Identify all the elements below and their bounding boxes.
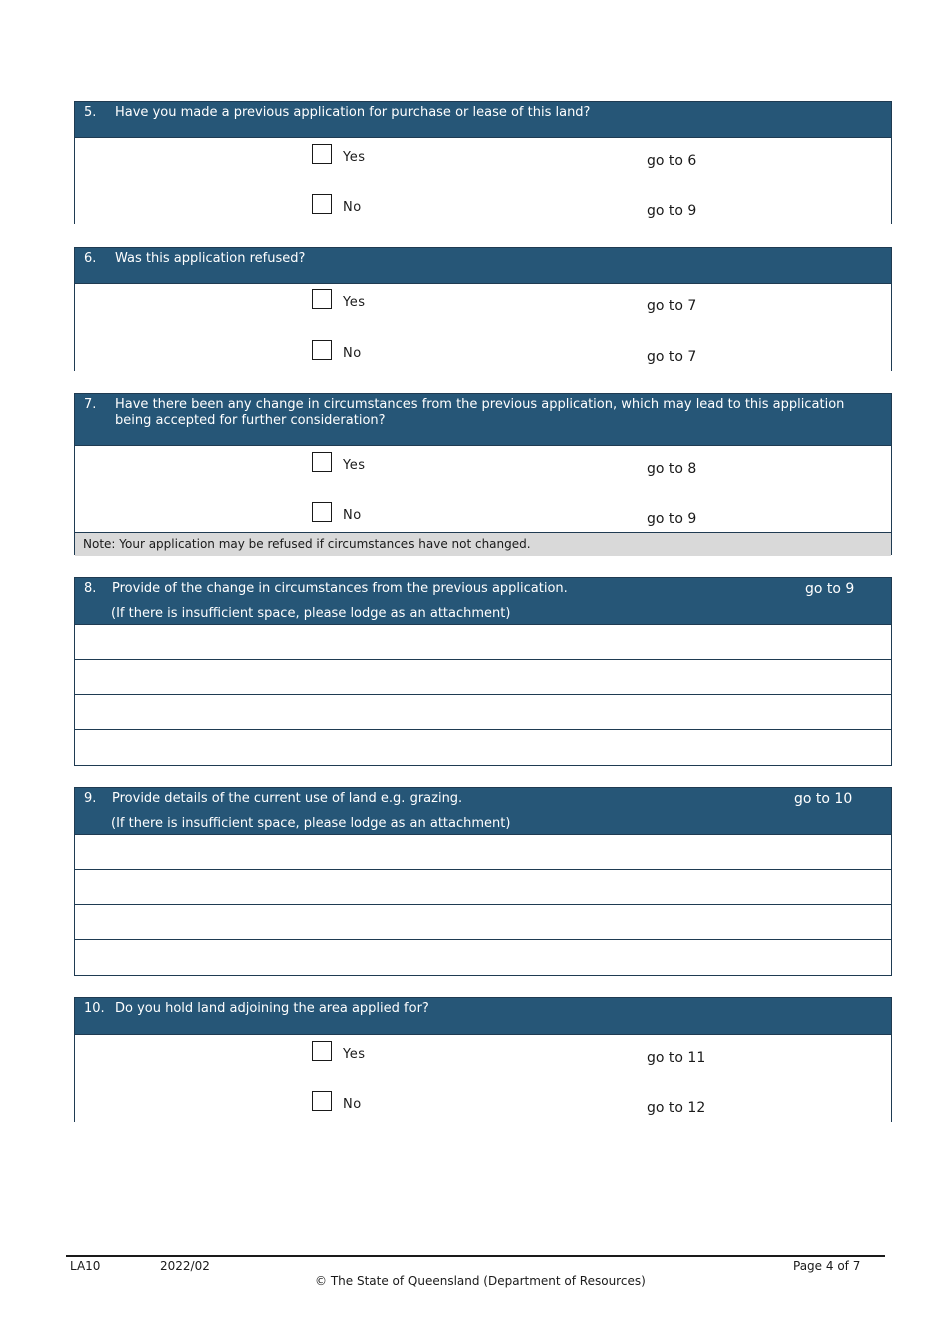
question-5-section (74, 101, 892, 224)
question-text: Have there been any change in circumstances from the previous application, which may lead to this application being accepted for further consideration? (115, 397, 845, 428)
question-9-section (74, 787, 892, 976)
yes-checkbox[interactable] (312, 144, 332, 164)
question-10-section (74, 997, 892, 1122)
question-number: 8. (84, 581, 97, 596)
question-text: Do you hold land adjoining the area applied for? (115, 1001, 429, 1016)
question-number: 6. (84, 251, 97, 266)
question-8-section (74, 577, 892, 766)
question-7-section (74, 393, 892, 555)
question-number: 7. (84, 397, 97, 412)
no-label: No (343, 200, 362, 215)
no-checkbox[interactable] (312, 194, 332, 214)
page-number: Page 4 of 7 (793, 1259, 861, 1273)
no-goto: go to 9 (647, 203, 697, 219)
no-checkbox[interactable] (312, 502, 332, 522)
yes-goto: go to 7 (647, 298, 697, 314)
question-6-section (74, 247, 892, 371)
answer-line[interactable] (75, 939, 891, 974)
answer-line[interactable] (75, 834, 891, 869)
question-text: Provide of the change in circumstances from the previous application. (112, 581, 568, 596)
question-goto: go to 10 (794, 791, 853, 807)
question-subtext: (If there is insufficient space, please lodge as an attachment) (111, 606, 511, 621)
answer-line[interactable] (75, 869, 891, 904)
note-bar: Note: Your application may be refused if circumstances have not changed. (75, 532, 891, 556)
question-goto: go to 9 (805, 581, 855, 597)
question-number: 9. (84, 791, 97, 806)
answer-line[interactable] (75, 694, 891, 729)
yes-label: Yes (343, 150, 366, 165)
question-10-header (75, 998, 891, 1034)
footer-divider (66, 1255, 885, 1257)
no-label: No (343, 1097, 362, 1112)
no-goto: go to 7 (647, 349, 697, 365)
no-checkbox[interactable] (312, 1091, 332, 1111)
no-label: No (343, 508, 362, 523)
form-version: 2022/02 (160, 1259, 210, 1273)
question-8-header (75, 578, 891, 624)
question-6-header (75, 248, 891, 283)
copyright: © The State of Queensland (Department of Resources) (315, 1274, 646, 1288)
answer-line[interactable] (75, 729, 891, 764)
yes-label: Yes (343, 458, 366, 473)
answer-line[interactable] (75, 659, 891, 694)
yes-goto: go to 11 (647, 1050, 706, 1066)
yes-checkbox[interactable] (312, 289, 332, 309)
question-text: Provide details of the current use of land e.g. grazing. (112, 791, 463, 806)
yes-goto: go to 6 (647, 153, 697, 169)
form-code: LA10 (70, 1259, 101, 1273)
yes-checkbox[interactable] (312, 1041, 332, 1061)
answer-line[interactable] (75, 624, 891, 659)
question-subtext: (If there is insufficient space, please lodge as an attachment) (111, 816, 511, 831)
yes-goto: go to 8 (647, 461, 697, 477)
question-9-header (75, 788, 891, 834)
no-label: No (343, 346, 362, 361)
question-7-header (75, 394, 891, 445)
answer-line[interactable] (75, 904, 891, 939)
question-number: 5. (84, 105, 97, 120)
no-checkbox[interactable] (312, 340, 332, 360)
no-goto: go to 12 (647, 1100, 706, 1116)
question-number: 10. (84, 1001, 105, 1016)
yes-label: Yes (343, 295, 366, 310)
yes-checkbox[interactable] (312, 452, 332, 472)
no-goto: go to 9 (647, 511, 697, 527)
yes-label: Yes (343, 1047, 366, 1062)
question-text: Was this application refused? (115, 251, 306, 266)
question-5-header (75, 102, 891, 137)
question-text: Have you made a previous application for purchase or lease of this land? (115, 105, 591, 120)
